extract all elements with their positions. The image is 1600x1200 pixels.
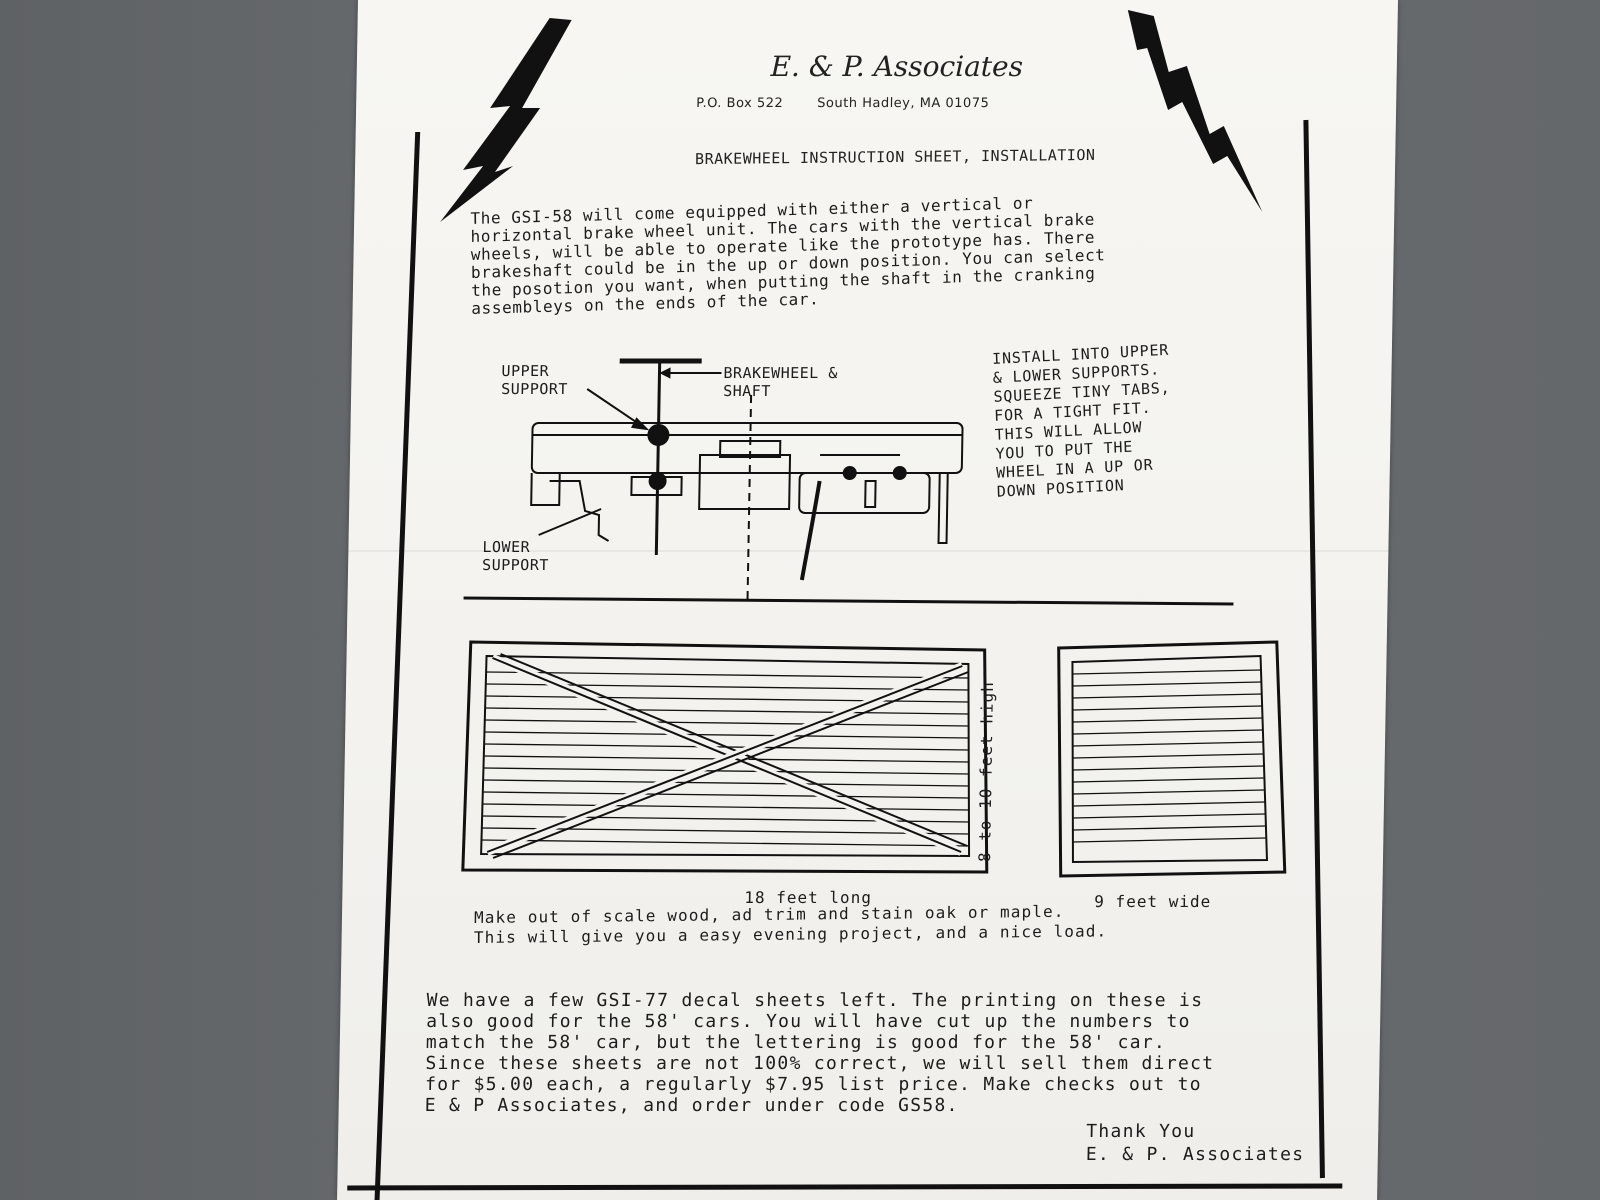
intro-paragraph: The GSI-58 will come equipped with either a vertical or horizontal brake wheel unit. The cars with the vertical brake wheels, will be able to operate like the prototype has. There brakeshaft could be in the up or down position. You can select the posotion you want, when putting the shaft in the cranking assembleys on the ends of the car. — [470, 193, 1106, 318]
lower-support-label: LOWER SUPPORT — [481, 538, 550, 574]
width-label: 9 feet wide — [1094, 892, 1212, 911]
install-note: INSTALL INTO UPPER & LOWER SUPPORTS. SQUEEZE TINY TABS, FOR A TIGHT FIT. THIS WILL ALLOW YOU TO PUT THE WHEEL IN A UP OR DOWN POSITION — [991, 340, 1171, 501]
company-name: E. & P. Associates — [770, 50, 1024, 83]
instruction-sheet — [337, 0, 1398, 1200]
city-state-zip: South Hadley, MA 01075 — [817, 96, 990, 111]
divider-line — [463, 596, 1233, 608]
height-label: 8 to 10 feet high — [974, 681, 998, 862]
brakewheel-diagram — [517, 355, 972, 615]
decal-paragraph: We have a few GSI-77 decal sheets left. The printing on these is also good for the 58' cars. You will have cut up the numbers to match the 58' car, but the lettering is good for the 58' car. Since these sheets are not 100% correct, we will sell them direct for $5.00 each, a regularly $7.95 list price. Make checks out to E & P Associates, and order under code GS58. — [424, 990, 1215, 1116]
load-instructions: Make out of scale wood, ad trim and stain oak or maple. This will give you a easy evening project, and a nice load. — [473, 901, 1108, 947]
sheet-title: BRAKEWHEEL INSTRUCTION SHEET, INSTALLATION — [695, 145, 1096, 169]
length-label: 18 feet long — [744, 888, 873, 907]
brakewheel-shaft-label: BRAKEWHEEL & SHAFT — [723, 364, 839, 400]
large-crate-drawing — [461, 638, 998, 878]
po-box: P.O. Box 522 — [696, 96, 784, 111]
company-address — [696, 96, 1116, 111]
signoff: Thank You E. & P. Associates — [1085, 1121, 1305, 1165]
small-crate-drawing — [1051, 640, 1305, 880]
upper-support-label: UPPER SUPPORT — [501, 362, 569, 398]
